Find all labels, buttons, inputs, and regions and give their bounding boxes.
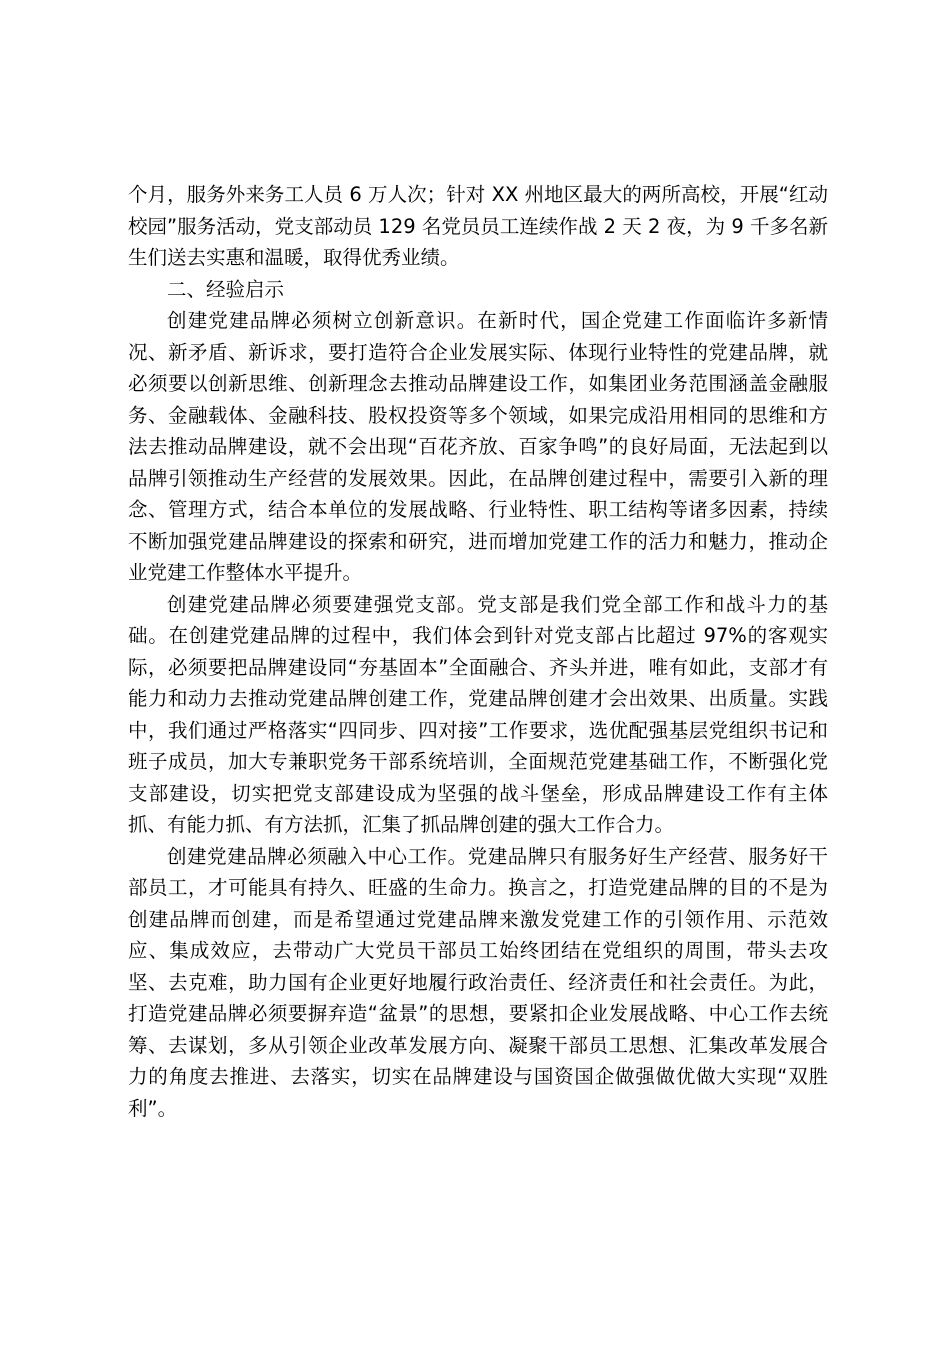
paragraph-central-work: 创建党建品牌必须融入中心工作。党建品牌只有服务好生产经营、服务好干部员工，才可能具有持久、旺盛的生命力。换言之，打造党建品牌的目的不是为创建品牌而创建，而是希望通过党建品牌来激发党建工作的引领作用、示范效应、集成效应，去带动广大党员干部员工始终团结在党组织的周围，带头去攻坚、去克难，助力国有企业更好地履行政治责任、经济责任和社会责任。为此，打造党建品牌必须要摒弃造“盆景”的思想，要紧扣企业发展战略、中心工作去统筹、去谋划，多从引领企业改革发展方向、凝聚干部员工思想、汇集改革发展合力的角度去推进、去落实，切实在品牌建设与国资国企做强做优做大实现“双胜利”。 [128,844,828,1120]
document-body [128,179,828,1124]
paragraph-innovation: 创建党建品牌必须树立创新意识。在新时代，国企党建工作面临许多新情况、新矛盾、新诉求，要打造符合企业发展实际、体现行业特性的党建品牌，就必须要以创新思维、创新理念去推动品牌建设工作，如集团业务范围涵盖金融服务、金融载体、金融科技、股权投资等多个领域，如果完成沿用相同的思维和方法去推动品牌建设，就不会出现“百花齐放、百家争鸣”的良好局面，无法起到以品牌引领推动生产经营的发展效果。因此，在品牌创建过程中，需要引入新的理念、管理方式，结合本单位的发展战略、行业特性、职工结构等诸多因素，持续不断加强党建品牌建设的探索和研究，进而增加党建工作的活力和魅力，推动企业党建工作整体水平提升。 [128,309,828,584]
paragraph-party-branch: 创建党建品牌必须要建强党支部。党支部是我们党全部工作和战斗力的基础。在创建党建品牌的过程中，我们体会到针对党支部占比超过 97%的客观实际，必须要把品牌建设同“夯基固本”全面融合、齐头并进，唯有如此，支部才有能力和动力去推动党建品牌创建工作，党建品牌创建才会出效果、出质量。实践中，我们通过严格落实“四同步、四对接”工作要求，选优配强基层党组织书记和班子成员，加大专兼职党务干部系统培训，全面规范党建基础工作，不断强化党支部建设，切实把党支部建设成为坚强的战斗堡垒，形成品牌建设工作有主体抓、有能力抓、有方法抓，汇集了抓品牌创建的强大工作合力。 [128,592,828,836]
section-heading: 二、经验启示 [167,277,285,301]
continuation-paragraph: 个月，服务外来务工人员 6 万人次；针对 XX 州地区最大的两所高校，开展“红动校园”服务活动，党支部动员 129 名党员员工连续作战 2 天 2 夜，为 9 千多名新生们送去实惠和温暖，取得优秀业绩。 [128,183,828,269]
